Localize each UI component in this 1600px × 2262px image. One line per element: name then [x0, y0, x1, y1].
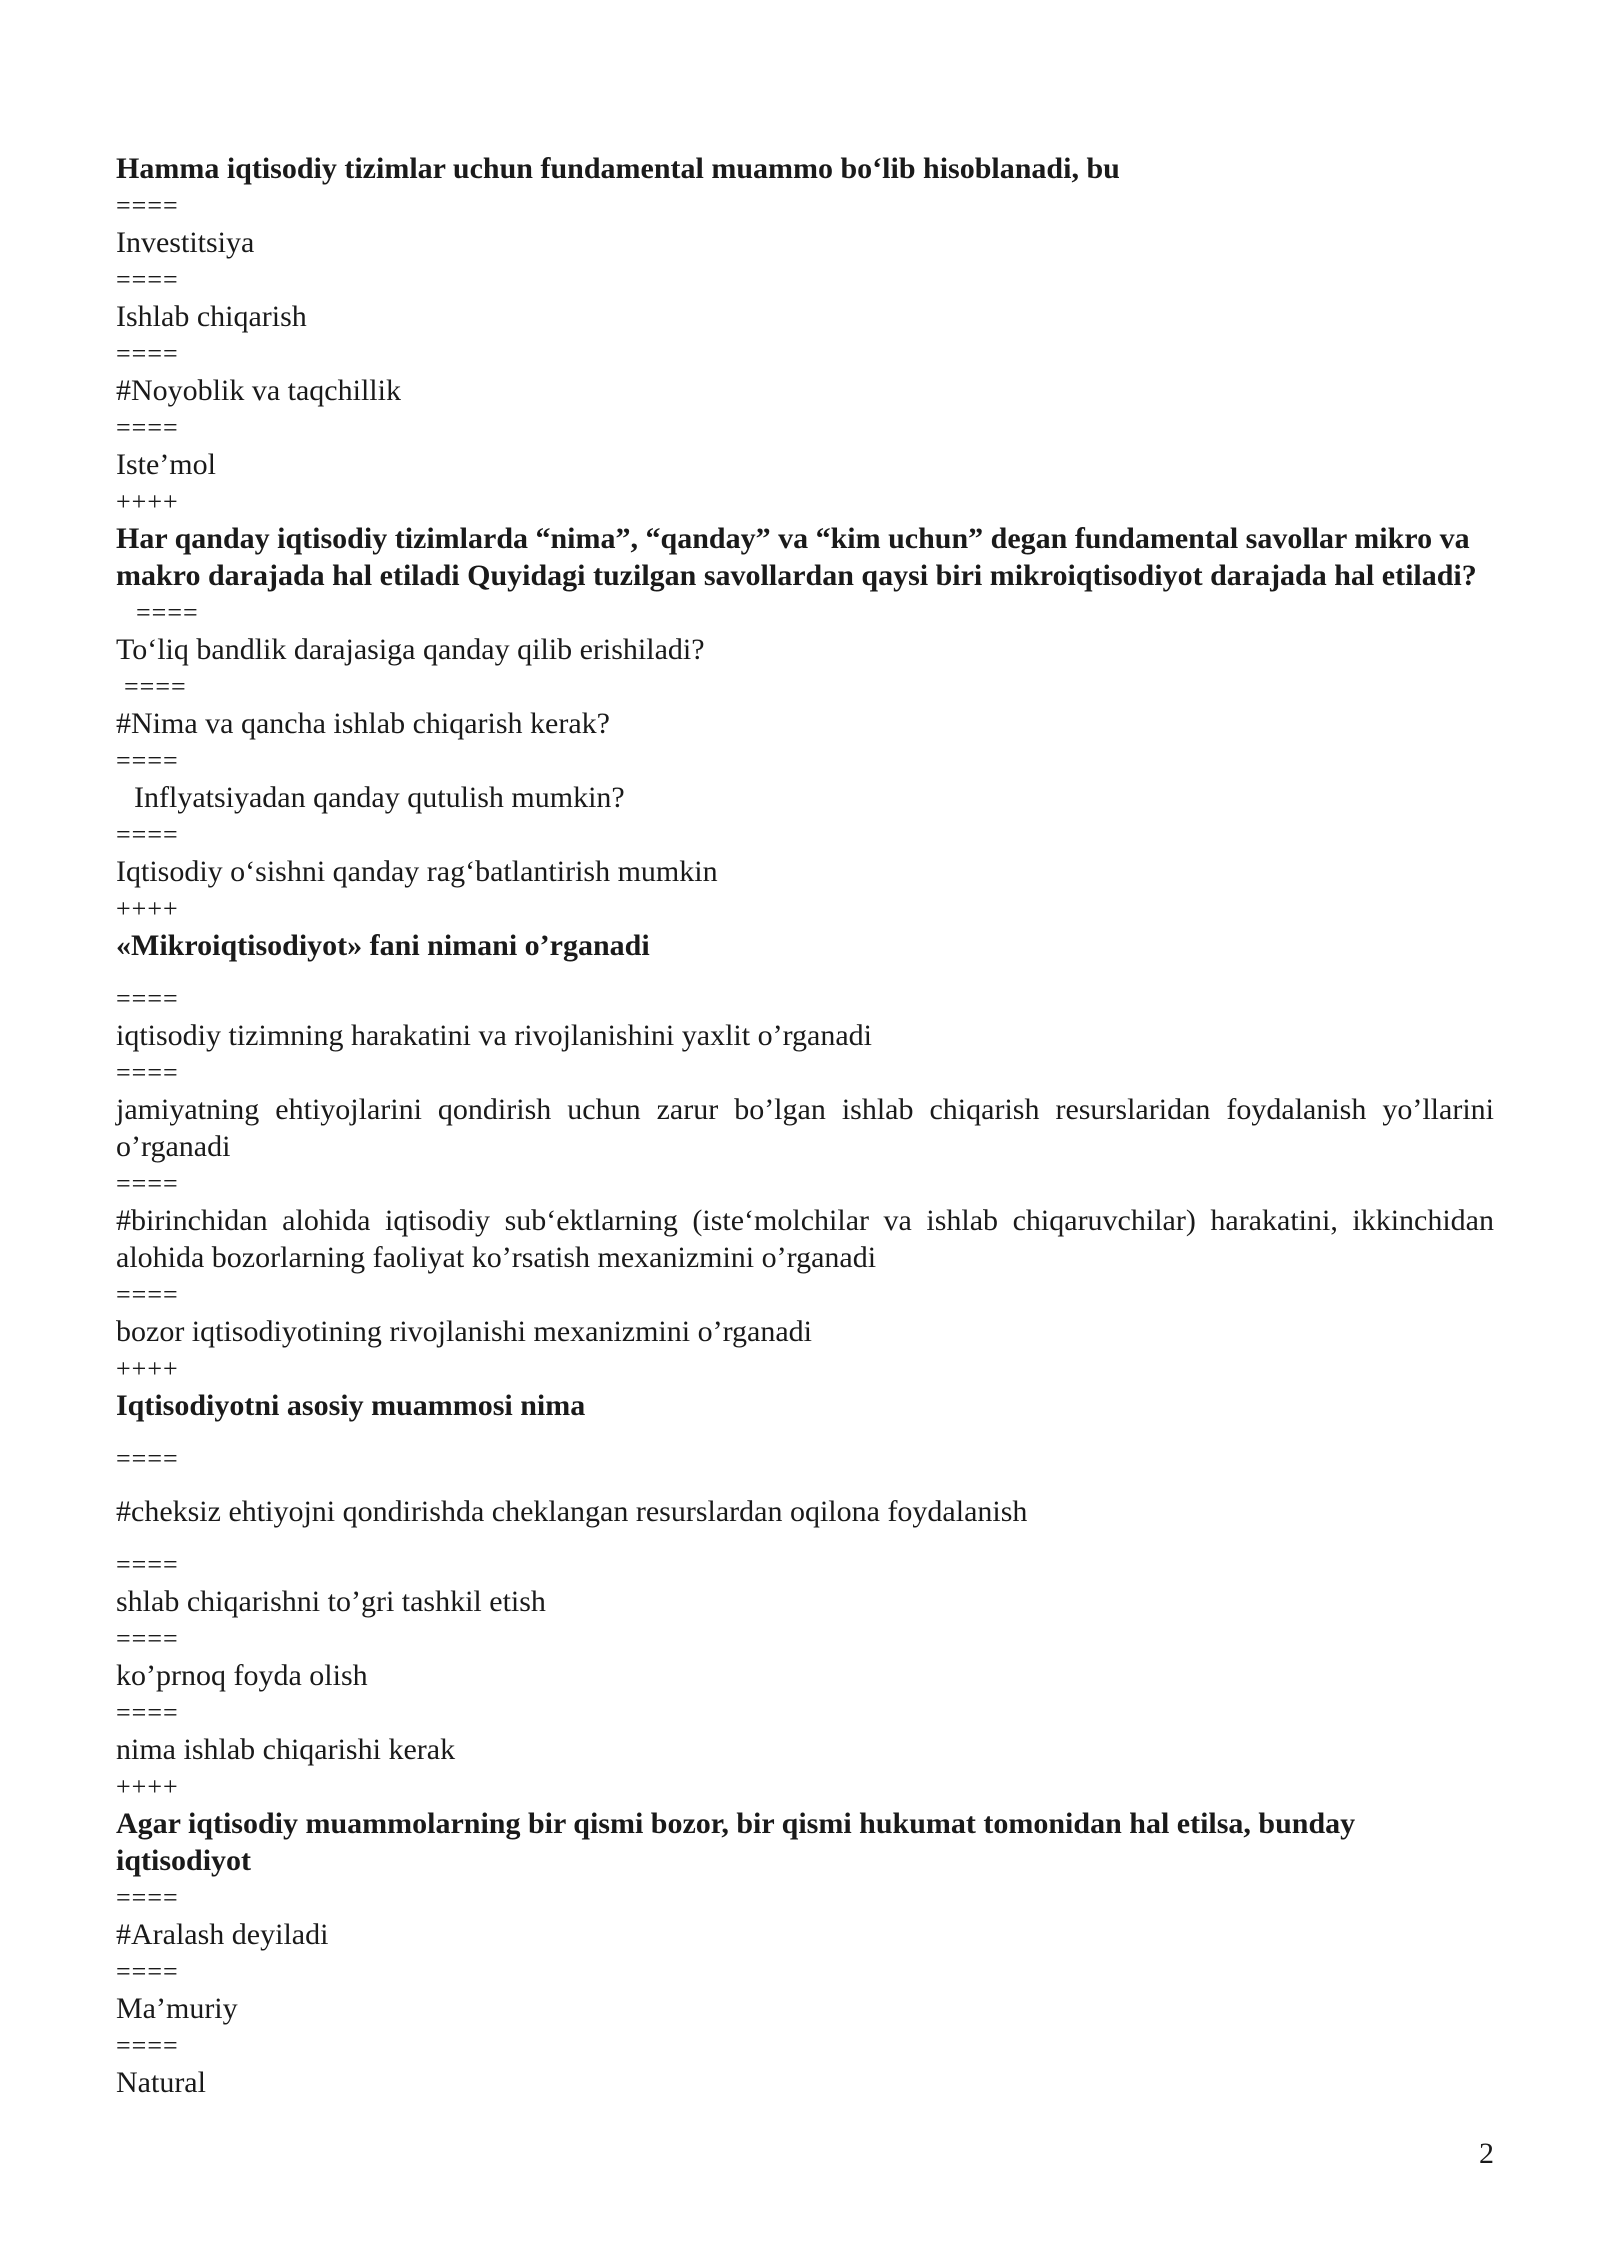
- question-title: Agar iqtisodiy muammolarning bir qismi bozor, bir qismi hukumat tomonidan hal etilsa, bunday iqtisodiyot: [116, 1807, 1356, 1877]
- option-separator: ====: [116, 2031, 179, 2060]
- option-separator: ====: [116, 1444, 179, 1473]
- option-separator: ====: [116, 820, 179, 849]
- option-separator: ====: [116, 1169, 179, 1198]
- answer-option: ko’prnoq foyda olish: [116, 1659, 368, 1692]
- question-separator: ++++: [116, 894, 179, 923]
- option-separator: ====: [136, 598, 199, 627]
- option-separator: ====: [116, 1957, 179, 1986]
- answer-option: Investitsiya: [116, 226, 255, 259]
- option-separator: ====: [116, 265, 179, 294]
- answer-option: iqtisodiy tizimning harakatini va rivojlanishini yaxlit o’rganadi: [116, 1019, 872, 1052]
- spacer: [116, 964, 1494, 980]
- answer-option: shlab chiqarishni to’gri tashkil etish: [116, 1585, 546, 1618]
- page-number: 2: [1479, 2137, 1494, 2170]
- answer-option: Iste’mol: [116, 448, 216, 481]
- answer-option: Inflyatsiyadan qanday qutulish mumkin?: [134, 781, 625, 814]
- question-separator: ++++: [116, 487, 179, 516]
- spacer: [116, 1424, 1494, 1440]
- answer-option: bozor iqtisodiyotining rivojlanishi mexanizmini o’rganadi: [116, 1315, 813, 1348]
- correct-answer-option: #Noyoblik va taqchillik: [116, 374, 401, 407]
- question-title: Iqtisodiyotni asosiy muammosi nima: [116, 1389, 586, 1422]
- answer-option: Natural: [116, 2066, 206, 2099]
- answer-option: Ishlab chiqarish: [116, 300, 307, 333]
- option-separator: ====: [116, 339, 179, 368]
- answer-option: jamiyatning ehtiyojlarini qondirish uchun zarur bo’lgan ishlab chiqarish resurslaridan foydalanish yo’llarini o’rganadi: [116, 1093, 1494, 1163]
- option-separator: ====: [116, 1624, 179, 1653]
- option-separator: ====: [116, 1280, 179, 1309]
- answer-option: nima ishlab chiqarishi kerak: [116, 1733, 456, 1766]
- question-title: «Mikroiqtisodiyot» fani nimani o’rganadi: [116, 929, 650, 962]
- option-separator: ====: [116, 984, 179, 1013]
- option-separator: ====: [116, 1550, 179, 1579]
- option-separator: ====: [116, 1058, 179, 1087]
- option-separator: ====: [116, 1698, 179, 1727]
- question-separator: ++++: [116, 1772, 179, 1801]
- answer-option: Ma’muriy: [116, 1992, 238, 2025]
- question-title: Hamma iqtisodiy tizimlar uchun fundamental muammo bo‘lib hisoblanadi, bu: [116, 152, 1120, 185]
- spacer: [116, 1530, 1494, 1546]
- correct-answer-option: #Aralash deyiladi: [116, 1918, 329, 1951]
- spacer: [116, 1477, 1494, 1493]
- question-title: Har qanday iqtisodiy tizimlarda “nima”, “qanday” va “kim uchun” degan fundamental savollar mikro va makro darajada hal etiladi Quyidagi tuzilgan savollardan qaysi biri mikroiqtisodiyot darajada hal etiladi?: [116, 522, 1477, 592]
- option-separator: ====: [116, 746, 179, 775]
- option-separator: ====: [116, 191, 179, 220]
- answer-option: To‘liq bandlik darajasiga qanday qilib erishiladi?: [116, 633, 705, 666]
- test-content: [116, 150, 1494, 2101]
- option-separator: ====: [124, 672, 187, 701]
- option-separator: ====: [116, 1883, 179, 1912]
- option-separator: ====: [116, 413, 179, 442]
- answer-option: Iqtisodiy o‘sishni qanday rag‘batlantirish mumkin: [116, 855, 718, 888]
- question-separator: ++++: [116, 1354, 179, 1383]
- correct-answer-option: #birinchidan alohida iqtisodiy sub‘ektlarning (iste‘molchilar va ishlab chiqaruvchilar) harakatini, ikkinchidan alohida bozorlarning faoliyat ko’rsatish mexanizmini o’rganadi: [116, 1204, 1494, 1274]
- correct-answer-option: #cheksiz ehtiyojni qondirishda cheklangan resurslardan oqilona foydalanish: [116, 1495, 1028, 1528]
- correct-answer-option: #Nima va qancha ishlab chiqarish kerak?: [116, 707, 610, 740]
